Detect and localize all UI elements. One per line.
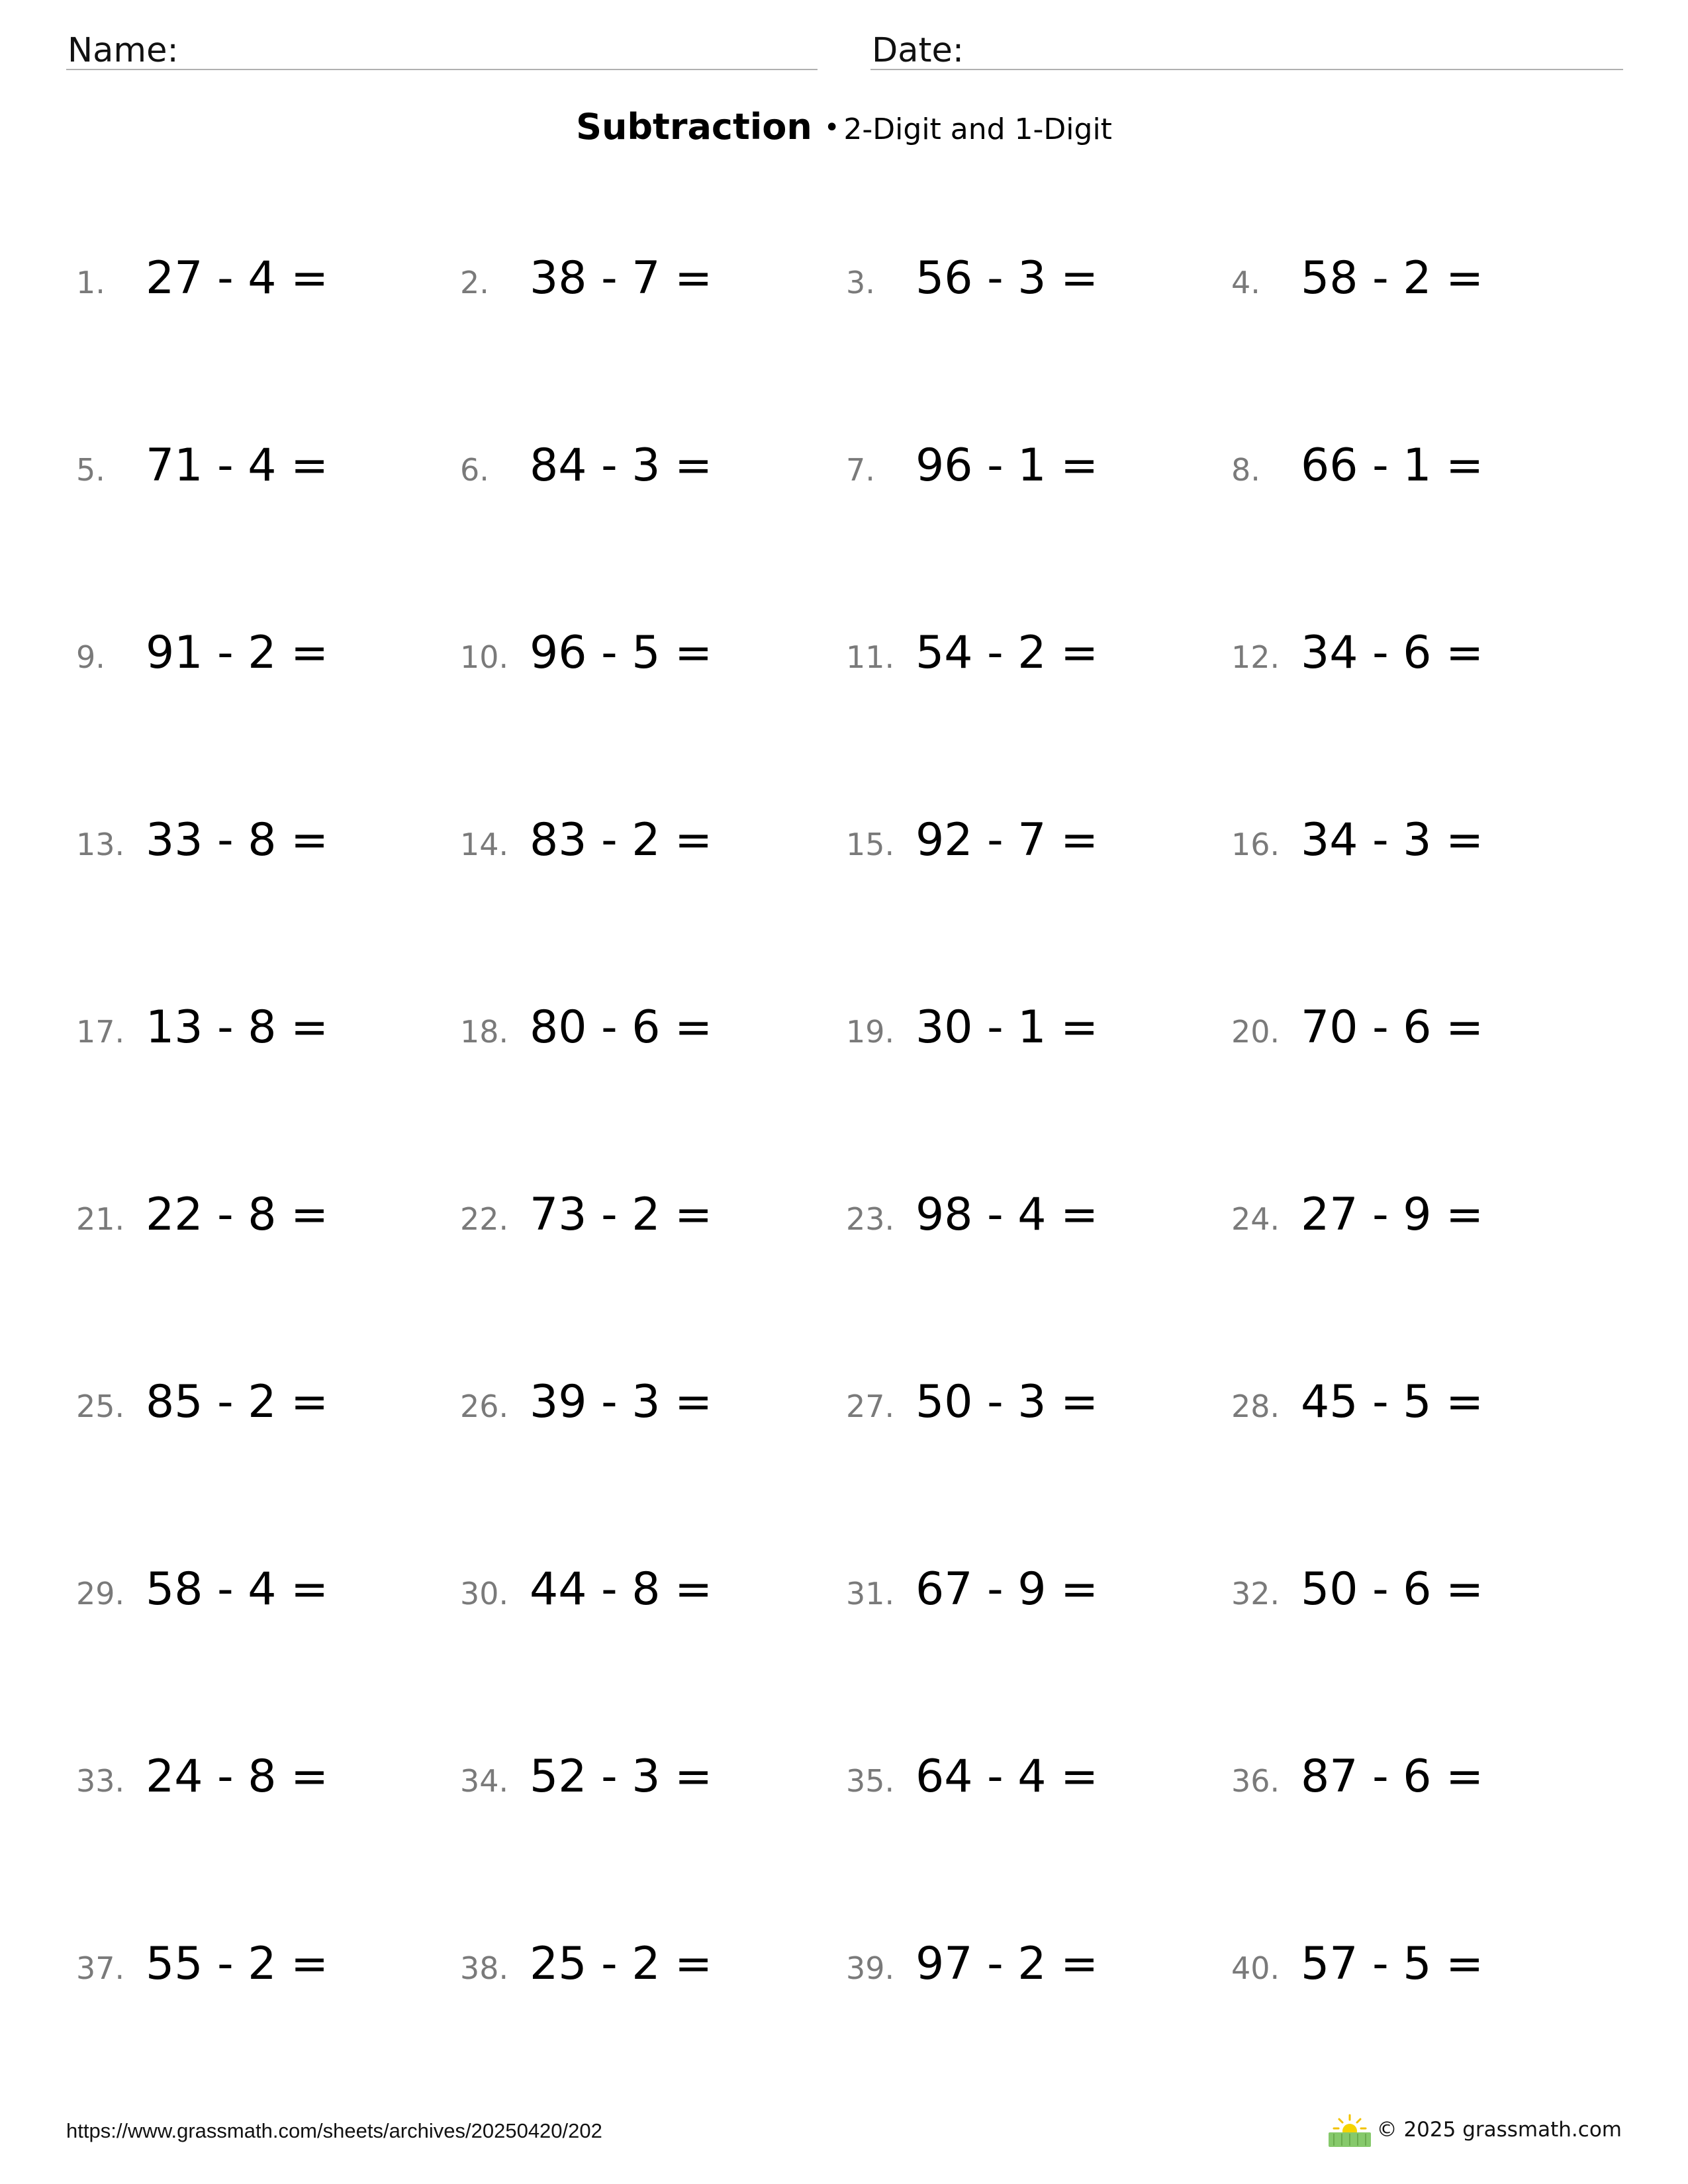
footer — [0, 2111, 1688, 2151]
problem-number: 23. — [846, 1201, 895, 1237]
footer-url: https://www.grassmath.com/sheets/archives/20250420/202 — [66, 2119, 602, 2142]
problem-expression: 30 - 1 = — [915, 1001, 1099, 1054]
problem-expression: 84 - 3 = — [530, 439, 713, 492]
problem-number: 21. — [76, 1201, 125, 1237]
problem-expression: 50 - 3 = — [915, 1376, 1099, 1428]
problem-expression: 45 - 5 = — [1301, 1376, 1484, 1428]
problem-number: 38. — [460, 1950, 509, 1986]
problem-expression: 27 - 4 = — [146, 252, 329, 304]
problem-expression: 80 - 6 = — [530, 1001, 713, 1054]
title-main: Subtraction — [576, 106, 812, 148]
problem-number: 3. — [846, 265, 875, 300]
problem-expression: 57 - 5 = — [1301, 1938, 1484, 1990]
problem-number: 7. — [846, 452, 875, 488]
name-field[interactable] — [66, 24, 818, 70]
problem-number: 12. — [1231, 639, 1280, 675]
name-label: Name: — [68, 31, 179, 70]
problem-expression: 24 - 8 = — [146, 1751, 329, 1803]
problem-expression: 92 - 7 = — [915, 814, 1099, 866]
problem-number: 26. — [460, 1388, 509, 1424]
problem-expression: 73 - 2 = — [530, 1189, 713, 1241]
problem-number: 8. — [1231, 452, 1260, 488]
worksheet-title — [0, 106, 1688, 148]
problem-expression: 98 - 4 = — [915, 1189, 1099, 1241]
problem-expression: 54 - 2 = — [915, 627, 1099, 679]
problem-number: 6. — [460, 452, 489, 488]
problem-number: 13. — [76, 827, 125, 862]
problem-expression: 87 - 6 = — [1301, 1751, 1484, 1803]
problem-expression: 91 - 2 = — [146, 627, 329, 679]
problem-expression: 66 - 1 = — [1301, 439, 1484, 492]
title-bullet: • — [823, 113, 840, 143]
header — [66, 24, 1623, 70]
problem-number: 35. — [846, 1763, 895, 1799]
problem-expression: 34 - 6 = — [1301, 627, 1484, 679]
date-field[interactable] — [870, 24, 1623, 70]
problem-number: 10. — [460, 639, 509, 675]
date-label: Date: — [872, 31, 964, 70]
problem-number: 14. — [460, 827, 509, 862]
problem-expression: 56 - 3 = — [915, 252, 1099, 304]
problem-number: 33. — [76, 1763, 125, 1799]
problem-number: 5. — [76, 452, 105, 488]
problem-number: 34. — [460, 1763, 509, 1799]
problem-grid — [0, 251, 1688, 2131]
footer-copyright: © 2025 grassmath.com — [1376, 2118, 1622, 2142]
title-subtitle: 2-Digit and 1-Digit — [843, 113, 1112, 146]
problem-number: 39. — [846, 1950, 895, 1986]
problem-number: 15. — [846, 827, 895, 862]
problem-number: 37. — [76, 1950, 125, 1986]
problem-expression: 55 - 2 = — [146, 1938, 329, 1990]
problem-number: 36. — [1231, 1763, 1280, 1799]
problem-number: 40. — [1231, 1950, 1280, 1986]
problem-number: 16. — [1231, 827, 1280, 862]
problem-number: 25. — [76, 1388, 125, 1424]
problem-number: 17. — [76, 1014, 125, 1050]
problem-number: 30. — [460, 1576, 509, 1612]
problem-number: 2. — [460, 265, 489, 300]
problem-number: 24. — [1231, 1201, 1280, 1237]
problem-number: 20. — [1231, 1014, 1280, 1050]
problem-expression: 67 - 9 = — [915, 1563, 1099, 1615]
problem-number: 22. — [460, 1201, 509, 1237]
problem-expression: 58 - 2 = — [1301, 252, 1484, 304]
problem-expression: 70 - 6 = — [1301, 1001, 1484, 1054]
problem-expression: 39 - 3 = — [530, 1376, 713, 1428]
problem-expression: 52 - 3 = — [530, 1751, 713, 1803]
problem-expression: 97 - 2 = — [915, 1938, 1099, 1990]
problem-expression: 13 - 8 = — [146, 1001, 329, 1054]
problem-expression: 27 - 9 = — [1301, 1189, 1484, 1241]
problem-expression: 38 - 7 = — [530, 252, 713, 304]
problem-expression: 50 - 6 = — [1301, 1563, 1484, 1615]
problem-expression: 34 - 3 = — [1301, 814, 1484, 866]
problem-number: 19. — [846, 1014, 895, 1050]
problem-expression: 22 - 8 = — [146, 1189, 329, 1241]
problem-expression: 58 - 4 = — [146, 1563, 329, 1615]
problem-number: 11. — [846, 639, 895, 675]
problem-expression: 25 - 2 = — [530, 1938, 713, 1990]
problem-number: 31. — [846, 1576, 895, 1612]
problem-number: 4. — [1231, 265, 1260, 300]
problem-expression: 33 - 8 = — [146, 814, 329, 866]
problem-expression: 85 - 2 = — [146, 1376, 329, 1428]
problem-number: 1. — [76, 265, 105, 300]
problem-expression: 44 - 8 = — [530, 1563, 713, 1615]
problem-expression: 64 - 4 = — [915, 1751, 1099, 1803]
problem-number: 28. — [1231, 1388, 1280, 1424]
grass-sun-logo-icon — [1326, 2111, 1374, 2148]
problem-number: 18. — [460, 1014, 509, 1050]
problem-expression: 96 - 1 = — [915, 439, 1099, 492]
problem-number: 27. — [846, 1388, 895, 1424]
problem-expression: 71 - 4 = — [146, 439, 329, 492]
problem-number: 29. — [76, 1576, 125, 1612]
problem-number: 32. — [1231, 1576, 1280, 1612]
problem-expression: 83 - 2 = — [530, 814, 713, 866]
problem-expression: 96 - 5 = — [530, 627, 713, 679]
problem-number: 9. — [76, 639, 105, 675]
